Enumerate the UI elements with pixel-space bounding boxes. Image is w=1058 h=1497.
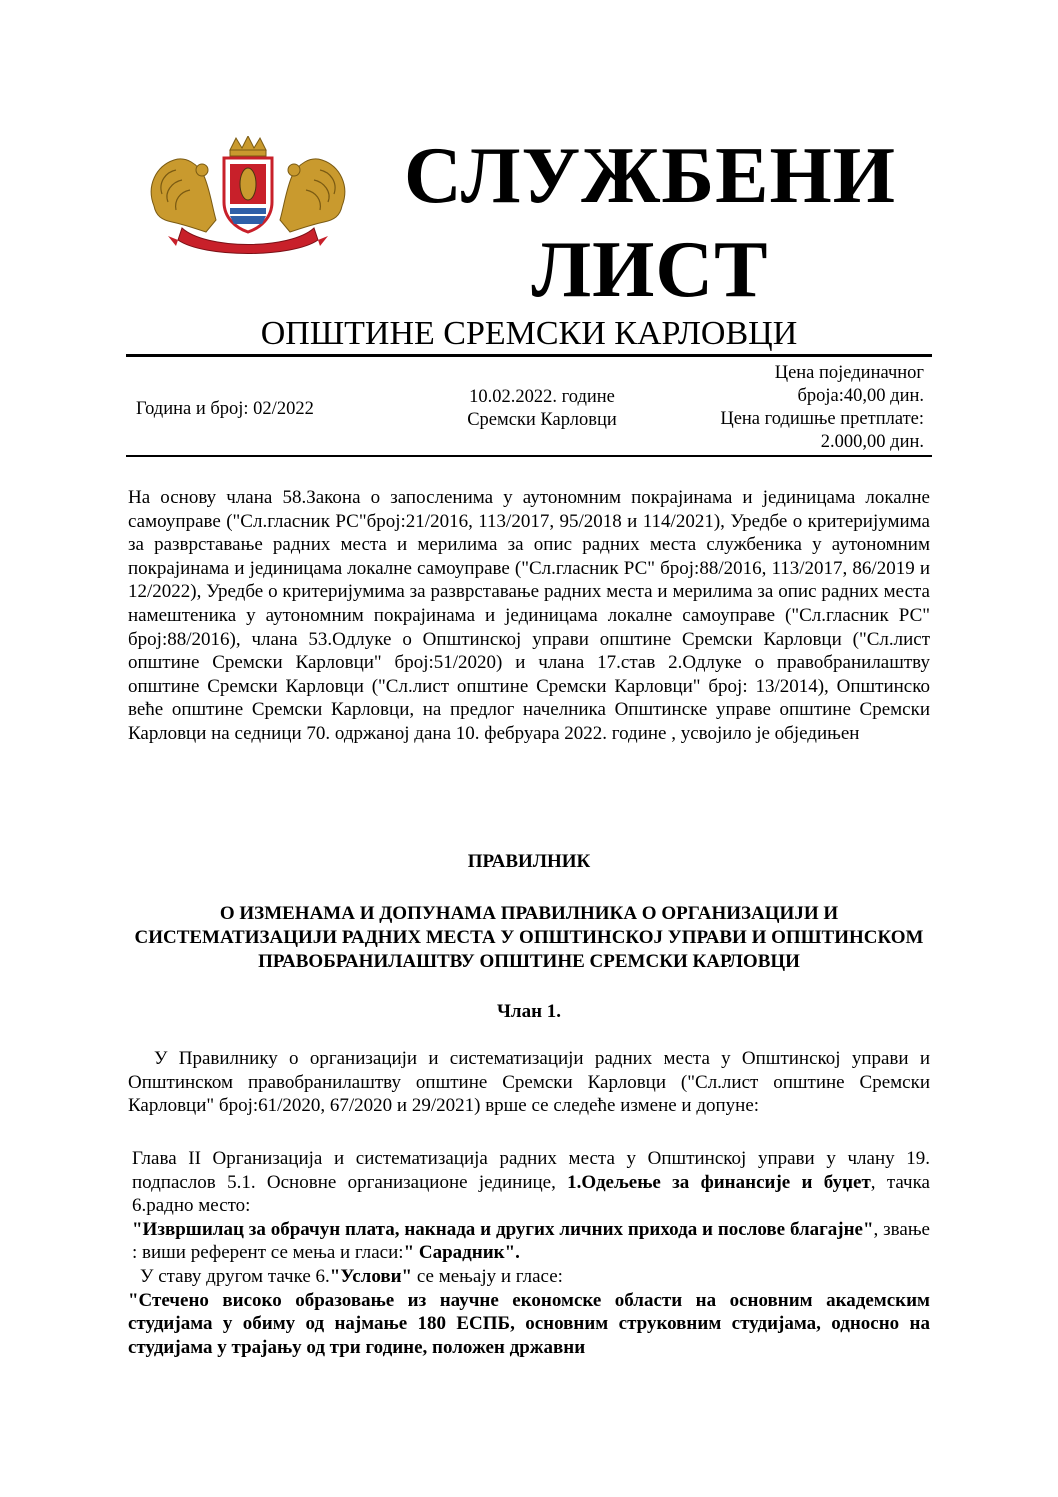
intro-paragraph: На основу члана 58.Закона о запосленима у аутономним покрајинама и јединицама локалне самоуправе ("Сл.гласник РС"број:21/2016, 113/2017, 95/2018 и 114/2021), Уредбе о критеријумима за разврставање радних места и мерилима за опис радних места службеника у аутономним покрајинама и јединицама локалне самоуправе ("Сл.гласник РС" број:88/2016, 113/2017, 86/2019 и 12/2022), Уредбе о критеријумима за разврставање радних места и мерилима за опис радних места намештеника у аутономним покрајинама и јединицама локалне самоуправе ("Сл.гласник РС" број:88/2016), члана 53.Одлуке о Општинској управи општине Сремски Карловци ("Сл.лист општине Сремски Карловци" број:51/2020) и члана 17.став 2.Одлуке о правобранилаштву општине Сремски Карловци ("Сл.лист општине Сремски Карловци" број: 13/2014), Општинско веће општине Сремски Карловци, на предлог начелника Општинске управе општине Сремски Карловци на седници 70. одржаној дана 10. фебруара 2022. године , усвојило је обједињен <box>128 487 930 744</box>
header-divider-bottom <box>126 455 932 457</box>
price-annual-label: Цена годишње претплате: <box>720 409 924 429</box>
heading-article-1: Члан 1. <box>496 1001 562 1022</box>
glava-suffix: , тачка 6.радно место: <box>132 1171 930 1217</box>
price-annual-value: 2.000,00 дин. <box>820 432 924 452</box>
heading-pravilnik: ПРАВИЛНИК <box>467 851 591 872</box>
conditions-text-bold: "Стечено високо образовање из научне економске области на основним академским студијама у обиму од најмање 180 ЕСПБ, основним струковним студијама, односно на студијама у трајању од три године, положен државни <box>128 1289 930 1358</box>
masthead-title-line2: ЛИСТ <box>531 226 769 314</box>
article1-paragraph: У Правилнику о организацији и систематизацији радних места у Општинској управи и Општинском правобранилаштву општине Сремски Карловци ("Сл.лист општине Сремски Карловци" број:61/2020, 67/2020 и 29/2021) врше се следеће измене и допуне: <box>128 1048 930 1117</box>
position-paragraph <box>128 1218 930 1265</box>
coat-of-arms-icon <box>146 136 350 254</box>
new-rank: " Сарадник" <box>403 1242 516 1264</box>
position-period: . <box>515 1242 520 1264</box>
price-single-label: Цена појединачног <box>774 363 924 383</box>
position-name: "Извршилац за обрачун плата, накнада и других личних прихода и послове благајне" <box>132 1218 874 1240</box>
header-divider-top <box>126 354 932 357</box>
masthead-title-line1: СЛУЖБЕНИ <box>404 132 896 220</box>
heading-pravilnik-title: О ИЗМЕНАМА И ДОПУНАМА ПРАВИЛНИКА О ОРГАНИЗАЦИЈИ И СИСТЕМАТИЗАЦИЈИ РАДНИХ МЕСТА У ОПШТИНСКОЈ УПРАВИ И ОПШТИНСКОМ ПРАВОБРАНИЛАШТВУ ОПШТИНЕ СРЕМСКИ КАРЛОВЦИ <box>134 903 924 972</box>
conditions-line <box>128 1265 930 1289</box>
masthead-subtitle: ОПШТИНЕ СРЕМСКИ КАРЛОВЦИ <box>260 315 798 352</box>
issue-year-number: Година и број: 02/2022 <box>136 399 314 419</box>
issue-place: Сремски Карловци <box>467 410 617 430</box>
department-name: 1.Одељење за финансије и буџет <box>567 1171 871 1193</box>
conditions-text <box>128 1289 930 1360</box>
conditions-suffix: се мењају и гласе: <box>412 1265 563 1287</box>
issue-date-place <box>442 386 642 432</box>
issue-date: 10.02.2022. године <box>469 387 615 407</box>
glava-section <box>128 1147 930 1359</box>
glava-paragraph <box>128 1147 930 1218</box>
conditions-label: "Услови" <box>329 1265 413 1287</box>
rank-text: , звање : виши референт се мења и гласи: <box>132 1218 930 1264</box>
price-single-value: броја:40,00 дин. <box>797 386 924 406</box>
conditions-prefix: У ставу другом тачке 6. <box>140 1265 330 1287</box>
glava-prefix: Глава II Организација и систематизација радних места у Општинској управи у члану 19. подпаслов 5.1. Основне организационе јединице, <box>132 1148 930 1193</box>
issue-prices <box>688 362 924 454</box>
